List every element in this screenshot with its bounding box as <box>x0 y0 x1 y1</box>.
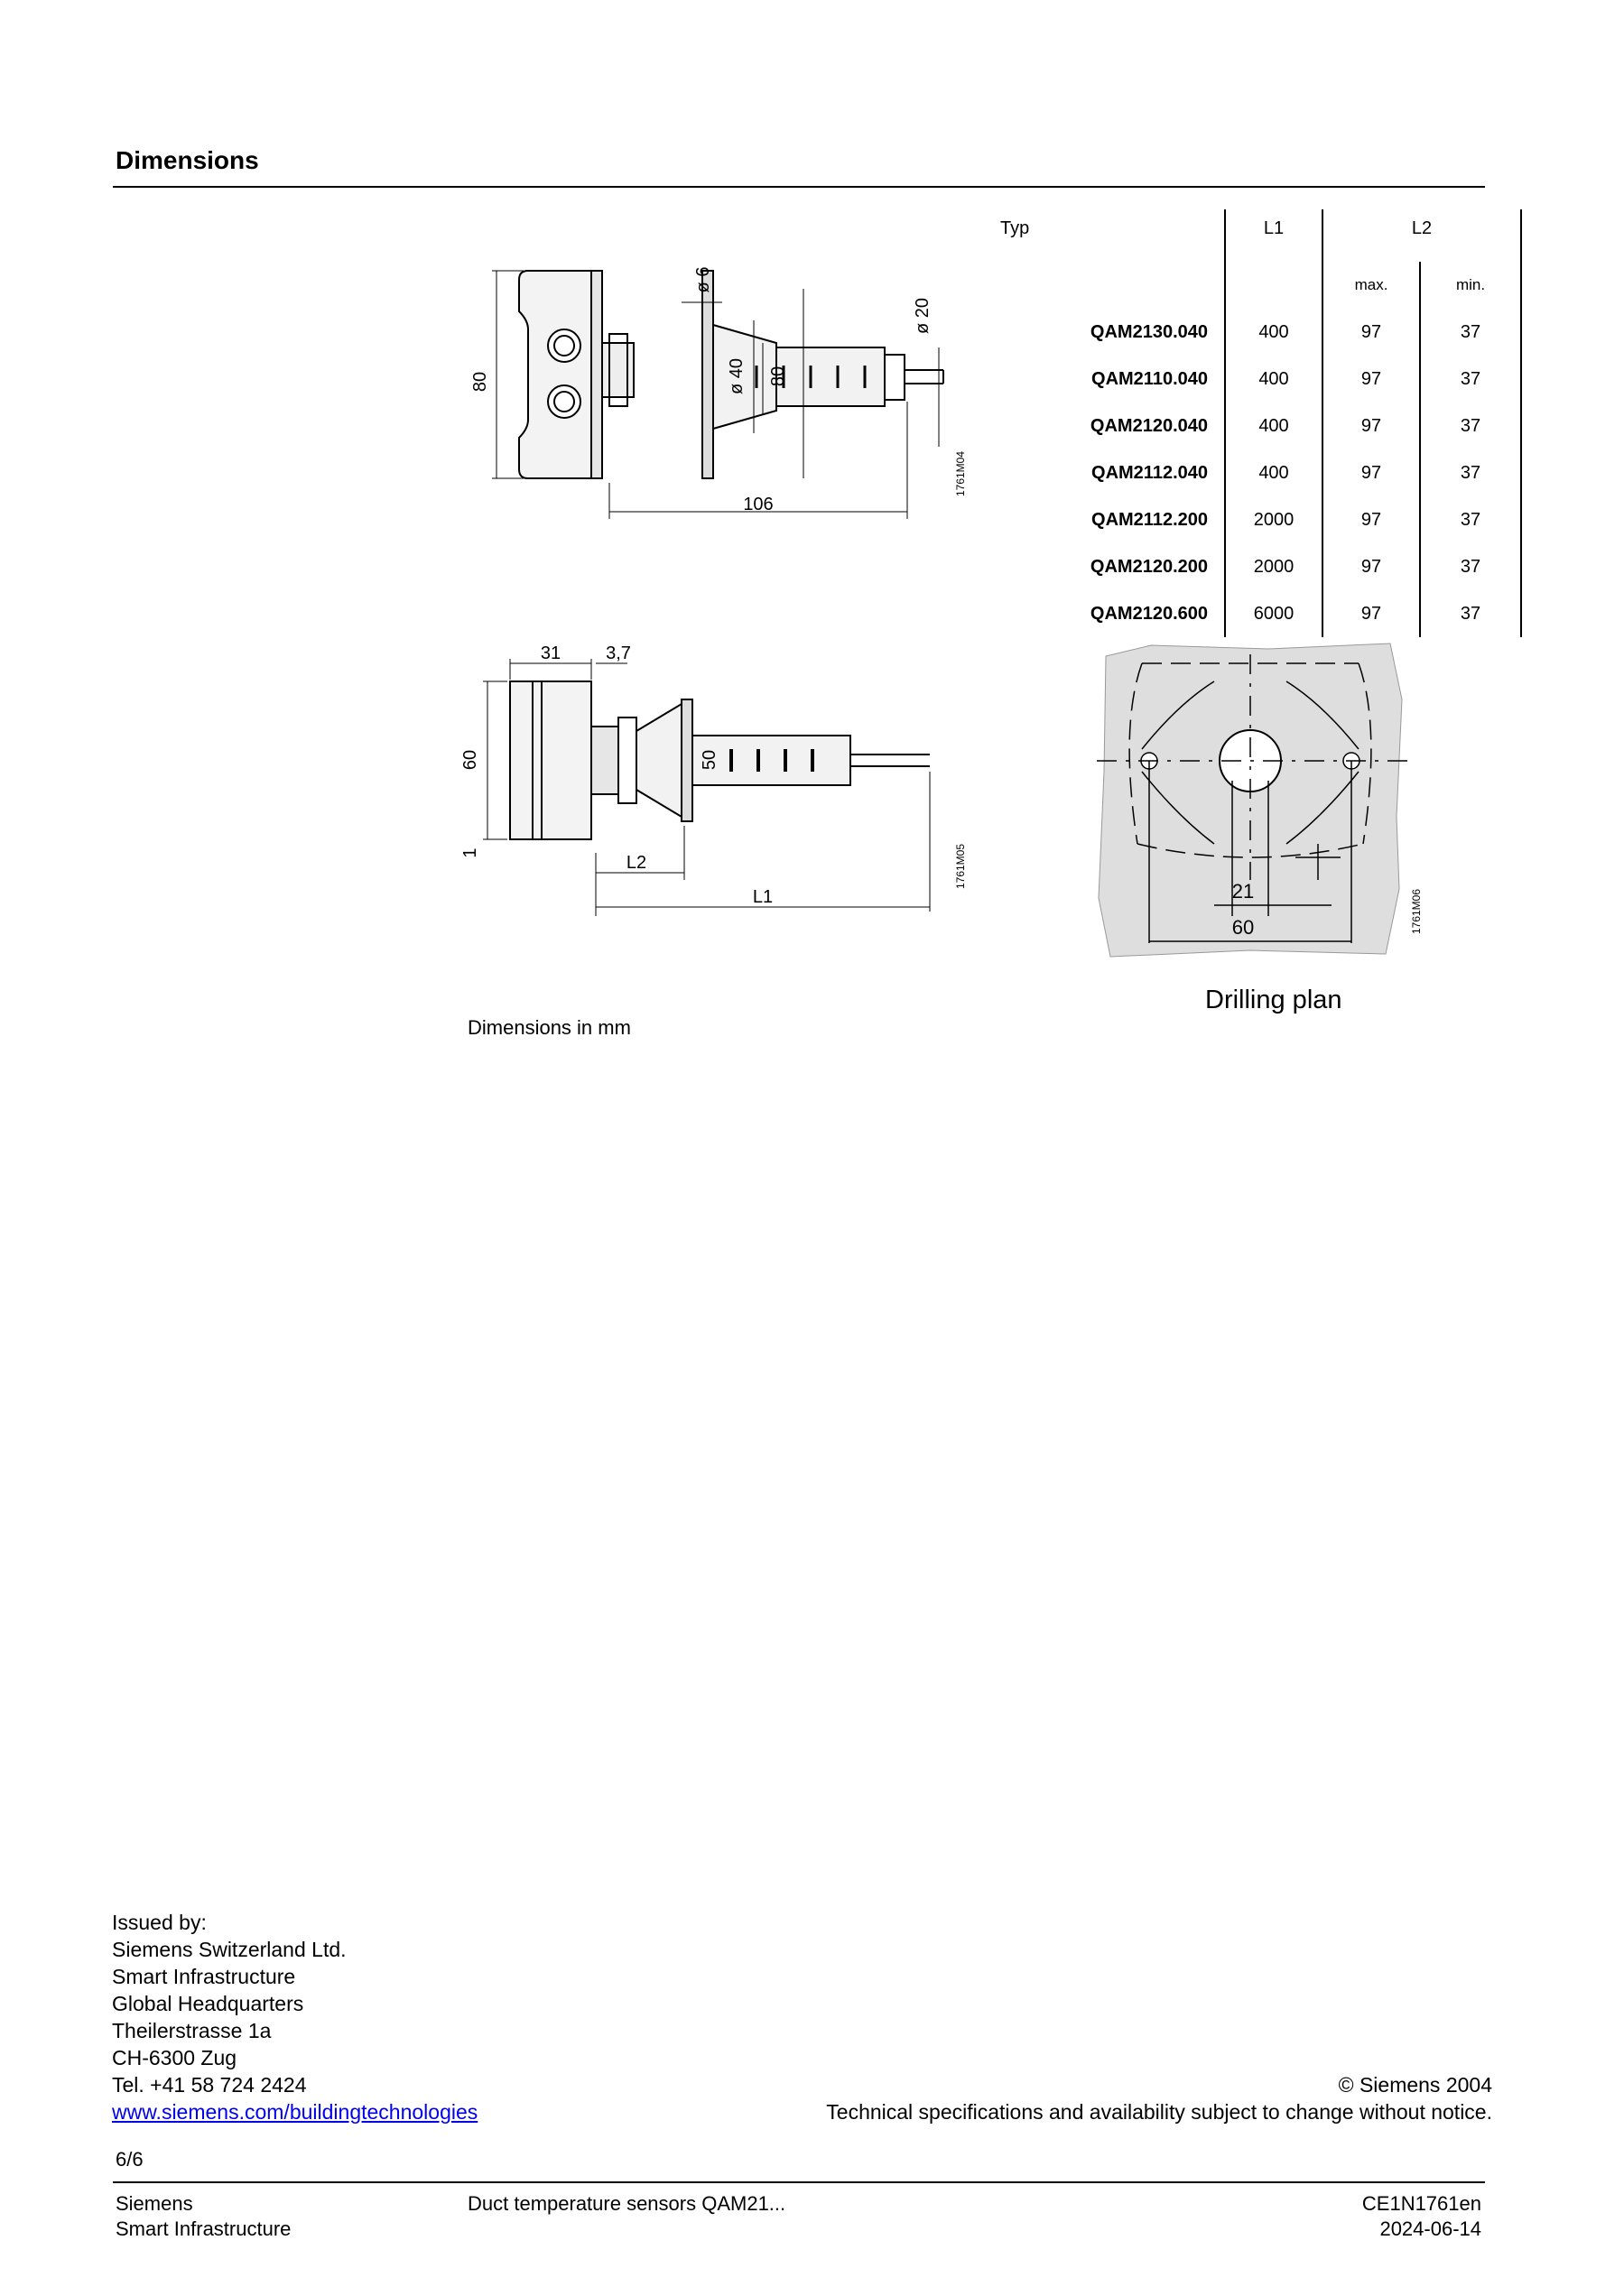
drawing1-code: 1761M04 <box>954 450 967 497</box>
row-l1: 6000 <box>1225 590 1322 637</box>
dim-height-50: 50 <box>700 749 719 771</box>
row-l2-min: 37 <box>1420 403 1521 449</box>
issuer-line: Siemens Switzerland Ltd. <box>112 1938 347 1961</box>
table-row <box>993 403 1521 449</box>
sensor-side-view-drawing <box>451 239 975 519</box>
table-row <box>993 356 1521 403</box>
row-l2-max: 97 <box>1322 496 1420 543</box>
dim-l2: L2 <box>626 853 647 873</box>
row-l2-max: 97 <box>1322 356 1420 403</box>
footer-product: Duct temperature sensors QAM21... <box>468 2192 786 2215</box>
dim-height-80b: 80 <box>768 366 788 387</box>
row-l1: 400 <box>1225 403 1322 449</box>
row-l2-min: 37 <box>1420 449 1521 496</box>
issuer-line: Tel. +41 58 724 2424 <box>112 2073 307 2097</box>
dim-60: 60 <box>1231 916 1255 939</box>
issuer-block <box>112 1909 478 2125</box>
dim-dia-6: ø 6 <box>693 266 713 293</box>
table-row <box>993 496 1521 543</box>
dimension-table <box>993 209 1522 637</box>
row-l2-max: 97 <box>1322 309 1420 356</box>
row-type: QAM2130.040 <box>1090 321 1208 342</box>
issuer-line: Theilerstrasse 1a <box>112 2019 272 2042</box>
row-l1: 2000 <box>1225 496 1322 543</box>
row-type: QAM2112.040 <box>1091 462 1208 483</box>
row-l1: 400 <box>1225 309 1322 356</box>
row-type: QAM2112.200 <box>1091 509 1208 530</box>
siemens-website-link[interactable]: www.siemens.com/buildingtechnologies <box>112 2100 478 2124</box>
dim-dia-40: ø 40 <box>727 357 747 395</box>
dim-width-3-7: 3,7 <box>606 643 631 663</box>
issuer-line: Issued by: <box>112 1911 207 1934</box>
drilling-plan-caption: Drilling plan <box>1205 986 1342 1014</box>
row-type: QAM2110.040 <box>1091 368 1208 389</box>
units-note: Dimensions in mm <box>468 1016 631 1039</box>
row-l2-max: 97 <box>1322 590 1420 637</box>
drilling-plan-drawing <box>1088 636 1431 966</box>
footer-rule <box>113 2181 1485 2183</box>
row-type: QAM2120.200 <box>1090 556 1208 577</box>
table-row <box>993 309 1521 356</box>
row-l1: 400 <box>1225 449 1322 496</box>
row-l2-min: 37 <box>1420 590 1521 637</box>
table-row <box>993 590 1521 637</box>
sensor-top-view-drawing <box>451 636 975 916</box>
row-l2-max: 97 <box>1322 449 1420 496</box>
col-l1-header: L1 <box>1225 209 1322 262</box>
drilling-code: 1761M06 <box>1410 888 1423 935</box>
col-max-header: max. <box>1322 262 1420 309</box>
row-l1: 400 <box>1225 356 1322 403</box>
row-type: QAM2120.040 <box>1090 415 1208 436</box>
drawing2-code: 1761M05 <box>954 843 967 890</box>
row-l2-min: 37 <box>1420 356 1521 403</box>
table-row <box>993 449 1521 496</box>
col-min-header: min. <box>1420 262 1521 309</box>
col-l2-header: L2 <box>1322 209 1521 262</box>
dim-width-31: 31 <box>540 643 561 663</box>
issuer-line: Global Headquarters <box>112 1992 304 2015</box>
row-l1: 2000 <box>1225 543 1322 590</box>
footer-right <box>1362 2191 1481 2242</box>
dim-width-106: 106 <box>743 495 774 514</box>
dim-height-60: 60 <box>460 749 480 771</box>
page-number: 6/6 <box>116 2148 144 2171</box>
copyright: © Siemens 2004 <box>1338 2073 1492 2097</box>
footer-doc-code: CE1N1761en <box>1361 2192 1481 2215</box>
col-typ-header: Typ <box>1000 218 1030 238</box>
notice: Technical specifications and availability subject to change without notice. <box>826 2100 1492 2124</box>
footer-company: Siemens <box>116 2192 193 2215</box>
dim-dia-20: ø 20 <box>913 297 933 335</box>
row-l2-min: 37 <box>1420 496 1521 543</box>
table-row <box>993 543 1521 590</box>
issuer-line: CH-6300 Zug <box>112 2046 237 2069</box>
footer-date: 2024-06-14 <box>1379 2217 1481 2240</box>
dim-height-80: 80 <box>470 371 490 393</box>
section-title: Dimensions <box>116 146 259 174</box>
row-l2-min: 37 <box>1420 309 1521 356</box>
row-l2-max: 97 <box>1322 403 1420 449</box>
row-l2-min: 37 <box>1420 543 1521 590</box>
dim-one: 1 <box>460 847 480 858</box>
row-l2-max: 97 <box>1322 543 1420 590</box>
dim-21: 21 <box>1231 880 1255 903</box>
header-rule <box>113 186 1485 188</box>
footer-left <box>116 2191 291 2242</box>
footer-division: Smart Infrastructure <box>116 2217 292 2240</box>
row-type: QAM2120.600 <box>1090 603 1208 624</box>
issuer-line: Smart Infrastructure <box>112 1965 296 1988</box>
dim-l1: L1 <box>752 887 774 907</box>
